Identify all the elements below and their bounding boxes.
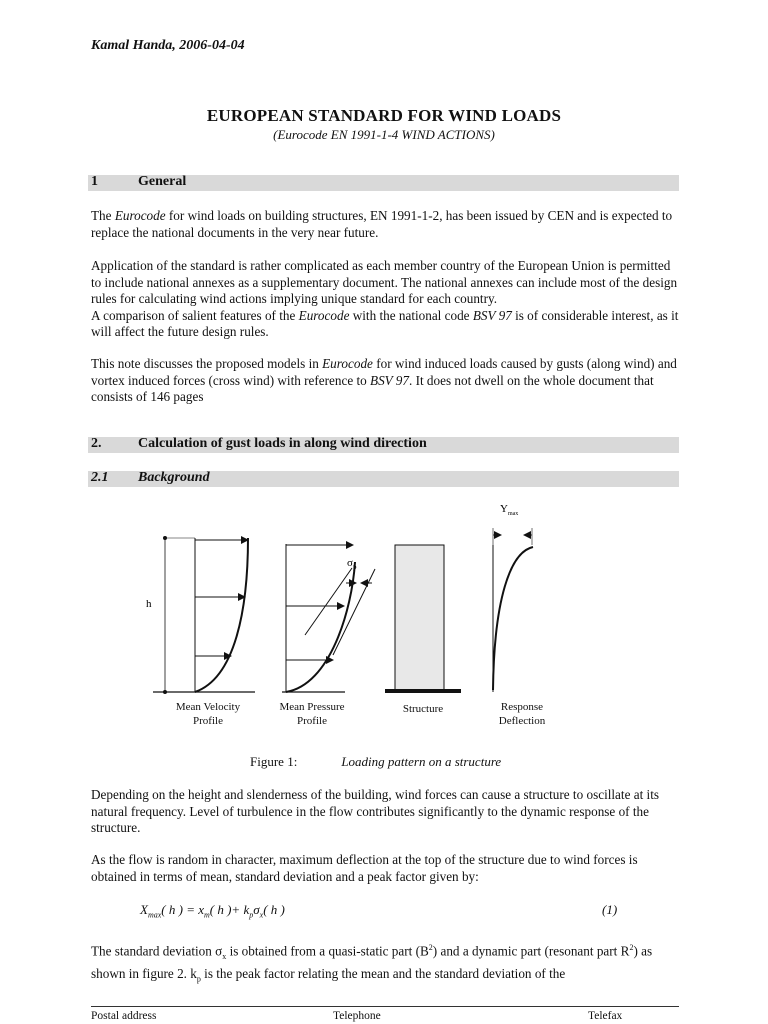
subsection-number: 2.1 bbox=[91, 470, 109, 485]
mean-pressure-profile bbox=[282, 544, 375, 692]
sigma-p-label: $\sigma_p$ bbox=[347, 557, 357, 571]
footer-postal: Postal address bbox=[91, 1010, 157, 1022]
paragraph-application: Application of the standard is rather complicated as each member country of the European Union is permitted to include national annexes as a supplementary document. The national annexes can include most of the design rules for calculating wind actions implying unique standard for each country. A comparison of salient features of the Eurocode with the national code BSV 97 is of considerable interest, as it will affect the future design rules. bbox=[91, 258, 679, 340]
author-date: Kamal Handa, 2006-04-04 bbox=[91, 38, 245, 53]
section-title: General bbox=[138, 174, 187, 189]
figure-number: Figure 1: bbox=[250, 754, 298, 769]
ymax-label: $Y_{max}$ bbox=[500, 503, 519, 517]
section-number: 2. bbox=[91, 436, 102, 451]
caption-mean-velocity: Mean Velocity Profile bbox=[175, 701, 241, 727]
structure-drawing bbox=[385, 545, 461, 693]
figure-title: Loading pattern on a structure bbox=[341, 754, 502, 769]
term-eurocode: Eurocode bbox=[114, 208, 166, 223]
section-title: Calculation of gust loads in along wind direction bbox=[138, 436, 427, 451]
section-number: 1 bbox=[91, 174, 98, 189]
caption-structure: Structure bbox=[402, 703, 444, 715]
response-deflection bbox=[493, 528, 533, 692]
footer-telephone: Telephone bbox=[333, 1010, 381, 1022]
paragraph-intro: The Eurocode for wind loads on building structures, EN 1991-1-2, has been issued by CEN and is expected to replace the national documents in the very near future. bbox=[91, 208, 673, 240]
term-eurocode: Eurocode bbox=[322, 356, 373, 371]
equation-number: (1) bbox=[602, 902, 618, 917]
subsection-title: Background bbox=[138, 470, 210, 485]
caption-response: Response Deflection bbox=[498, 701, 546, 727]
paragraph-flow: As the flow is random in character, maximum deflection at the top of the structure due to wind forces is obtained in terms of mean, standard deviation and a peak factor given by: bbox=[91, 852, 638, 884]
figure-caption bbox=[250, 754, 501, 770]
footer-divider bbox=[91, 1006, 679, 1007]
equation-1: $X_{max}$( h ) = $x_m$( h )+ $k_p\sigma_x$( h ) bbox=[140, 902, 285, 920]
term-bsv97: BSV 97 bbox=[370, 372, 409, 388]
term-eurocode: Eurocode bbox=[298, 307, 350, 323]
document-title: EUROPEAN STANDARD FOR WIND LOADS bbox=[206, 106, 562, 125]
caption-mean-pressure: Mean Pressure Profile bbox=[279, 701, 345, 727]
height-label: h bbox=[146, 598, 152, 610]
mean-velocity-profile bbox=[153, 538, 255, 692]
footer-telefax: Telefax bbox=[588, 1010, 623, 1022]
paragraph-dynamic: Depending on the height and slenderness of the building, wind forces can cause a structure to oscillate at its natural frequency. Level of turbulence in the flow contributes significantly to the dynamic response of the structure. bbox=[91, 787, 659, 836]
paragraph-scope: This note discusses the proposed models in Eurocode for wind induced loads caused by gusts (along wind) and vortex induced forces (cross wind) with reference to BSV 97. It does not dwell on the whole document that consists of 146 pages bbox=[91, 356, 677, 405]
paragraph-std-dev: The standard deviation $\sigma_x$ is obtained from a quasi-static part $(B^2)$ and a dynamic part (resonant part $R^2$) as shown in figure 2. $k_p$ is the peak factor relating the mean and the standard deviation of the bbox=[91, 943, 653, 984]
height-dimension bbox=[163, 536, 195, 694]
term-bsv97: BSV 97 bbox=[472, 307, 512, 323]
document-subtitle: (Eurocode EN 1991-1-4 WIND ACTIONS) bbox=[273, 127, 495, 142]
